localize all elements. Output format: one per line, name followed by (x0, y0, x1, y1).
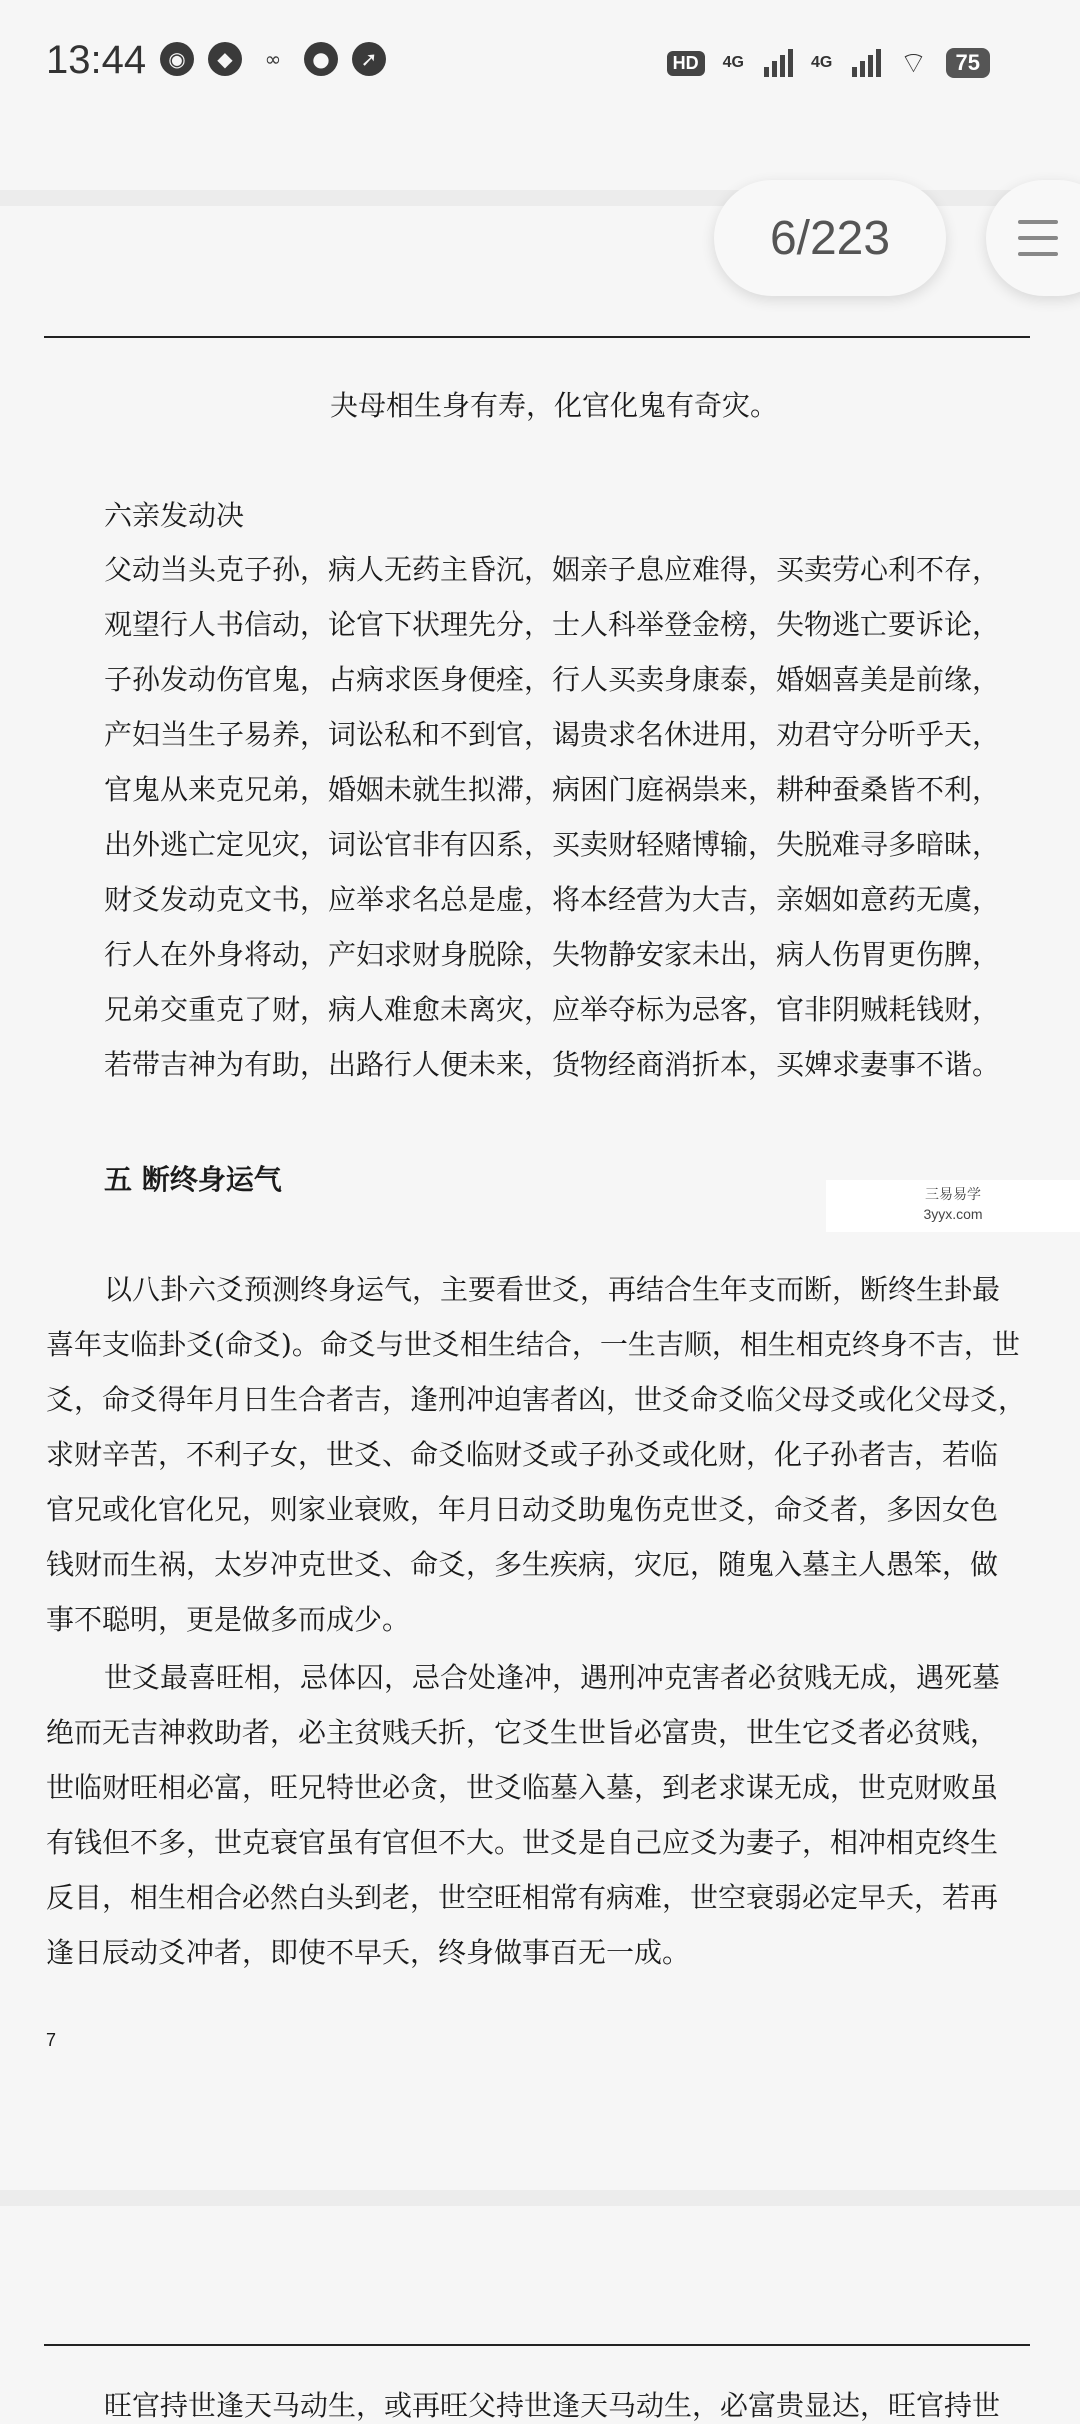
compass-icon: ➚ (352, 42, 386, 76)
wifi-icon: ⌔ (899, 46, 928, 81)
paragraph-line: 以八卦六爻预测终身运气，主要看世爻，再结合生年支而断，断终生卦最 (104, 1273, 1001, 1306)
verse-block (104, 542, 1004, 1092)
section-title: 六亲发动决 (104, 499, 245, 532)
notification-icons (160, 42, 386, 76)
verse-line: 观望行人书信动，论官下状理先分，士人科举登金榜，失物逃亡要诉论， (104, 608, 1001, 641)
watermark-line-2: 3yyx.com (923, 1206, 983, 1222)
signal-icon-1 (764, 49, 793, 77)
battery-icon: 75 (946, 48, 990, 78)
paragraph-line: 世爻最喜旺相，忌体囚，忌合处逢冲，遇刑冲克害者必贫贱无成，遇死墓 (104, 1661, 1001, 1694)
verse-line: 若带吉神为有助，出路行人便未来，货物经商消折本，买婢求妻事不谐。 (104, 1048, 1001, 1081)
next-page-rule (44, 2344, 1030, 2346)
header-rule (44, 336, 1030, 338)
verse-line: 兄弟交重克了财，病人难愈未离灾，应举夺标为忌客，官非阴贼耗钱财， (104, 993, 1001, 1026)
page-number: 7 (46, 2030, 57, 2050)
menu-icon (1018, 220, 1058, 268)
message-icon: ● (304, 42, 338, 76)
verse-line: 产妇当生子易养，词讼私和不到官，谒贵求名休进用，劝君守分听乎天， (104, 718, 1001, 751)
paragraph-line: 有钱但不多，世克衰官虽有官但不大。世爻是自己应爻为妻子，相冲相克终生 (46, 1826, 999, 1859)
paragraph-line: 官兄或化官化兄，则家业衰败，年月日动爻助鬼伤克世爻，命爻者，多因女色 (46, 1493, 999, 1526)
signal-icon-2 (852, 49, 881, 77)
network-label-1: 4G (722, 54, 744, 71)
link-icon: ∞ (264, 47, 282, 71)
verse-line: 官鬼从来克兄弟，婚姻未就生拟滞，病困门庭祸祟来，耕种蚕桑皆不利， (104, 773, 1001, 806)
wechat-icon: ◉ (160, 42, 194, 76)
watermark (826, 1180, 1080, 1232)
status-time: 13:44 (46, 38, 147, 82)
page-gap-bottom (0, 2190, 1080, 2206)
paragraph-2 (46, 1650, 1036, 1980)
network-label-2: 4G (810, 54, 833, 71)
page-indicator[interactable]: 6/223 (714, 180, 946, 296)
paragraph-line: 喜年支临卦爻(命爻)。命爻与世爻相生结合，一生吉顺，相生相克终身不吉，世 (46, 1328, 1020, 1361)
watermark-line-1: 三易易学 (925, 1186, 981, 1202)
doc-top-line: 夬母相生身有寿，化官化鬼有奇灾。 (330, 389, 779, 422)
paragraph-1 (46, 1262, 1036, 1647)
paragraph-line: 爻，命爻得年月日生合者吉，逢刑冲迫害者凶，世爻命爻临父母爻或化父母爻， (46, 1383, 1027, 1416)
verse-line: 出外逃亡定见灾，词讼官非有囚系，买卖财轻赌博输，失脱难寻多暗昧， (104, 828, 1001, 861)
paragraph-line: 绝而无吉神救助者，必主贫贱夭折，它爻生世旨必富贵，世生它爻者必贫贱， (46, 1716, 999, 1749)
paragraph-line: 事不聪明，更是做多而成少。 (46, 1603, 411, 1636)
system-icons (667, 44, 990, 82)
chapter-title: 五 断终身运气 (104, 1163, 282, 1196)
next-page-partial-line: 旺官持世逢天马动生，或再旺父持世逢天马动生，必富贵显达，旺官持世 (104, 2389, 1001, 2422)
app-mascot-icon: ◆ (208, 42, 242, 76)
paragraph-line: 钱财而生祸，太岁冲克世爻、命爻，多生疾病，灾厄，随鬼入墓主人愚笨，做 (46, 1548, 999, 1581)
status-bar (0, 0, 1080, 130)
verse-line: 子孙发动伤官鬼，占病求医身便痊，行人买卖身康泰，婚姻喜美是前缘， (104, 663, 1001, 696)
paragraph-line: 逢日辰动爻冲者，即使不早夭，终身做事百无一成。 (46, 1936, 691, 1969)
verse-line: 行人在外身将动，产妇求财身脱除，失物静安家未出，病人伤胃更伤脾， (104, 938, 1001, 971)
paragraph-line: 求财辛苦，不利子女，世爻、命爻临财爻或子孙爻或化财，化子孙者吉，若临 (46, 1438, 999, 1471)
paragraph-line: 世临财旺相必富，旺兄特世必贪，世爻临墓入墓，到老求谋无成，世克财败虽 (46, 1771, 999, 1804)
verse-line: 父动当头克子孙，病人无药主昏沉，姻亲子息应难得，买卖劳心利不存， (104, 553, 1001, 586)
hd-icon: HD (667, 51, 705, 76)
paragraph-line: 反目，相生相合必然白头到老，世空旺相常有病难，世空衰弱必定早夭，若再 (46, 1881, 999, 1914)
verse-line: 财爻发动克文书，应举求名总是虚，将本经营为大吉，亲姻如意药无虞， (104, 883, 1001, 916)
